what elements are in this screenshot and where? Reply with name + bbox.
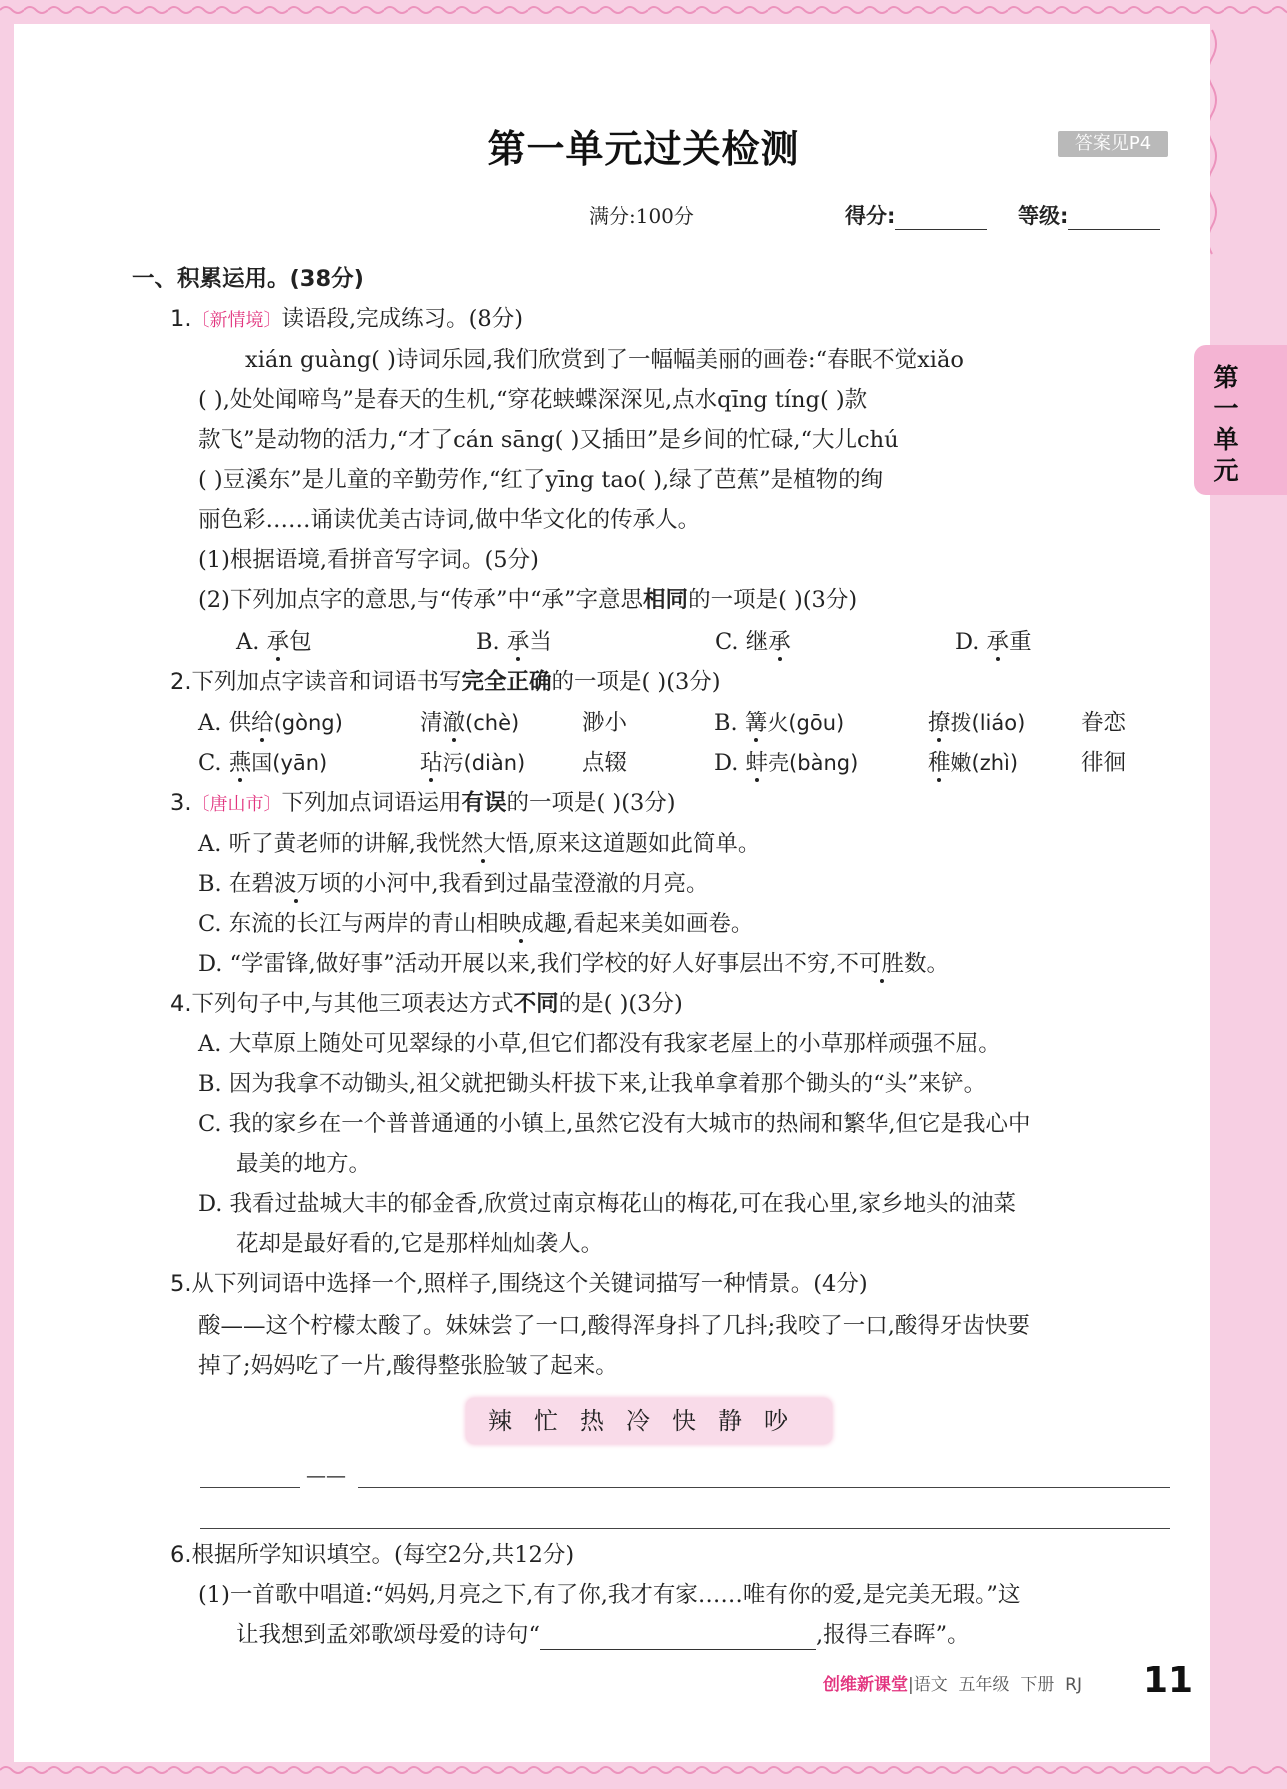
q3-option-b[interactable]: B. 在碧波万顷的小河中,我看到过晶莹澄澈的月亮。 — [198, 871, 709, 897]
grade-blank[interactable] — [1068, 205, 1160, 230]
q5-example-line: 掉了;妈妈吃了一片,酸得整张脸皱了起来。 — [198, 1353, 618, 1379]
q2-word: 渺小 — [582, 710, 628, 736]
q4-option-c-cont: 最美的地方。 — [236, 1151, 372, 1177]
section-heading: 一、积累运用。(38分) — [132, 266, 364, 292]
q6-fill-blank[interactable] — [540, 1623, 816, 1650]
q1-sub1: (1)根据语境,看拼音写字词。(5分) — [198, 547, 539, 573]
q5-dash: —— — [306, 1463, 346, 1487]
q2-word: 玷污(diàn) — [420, 750, 526, 776]
footer-info: 创维新课堂|语文 五年级 下册 RJ — [823, 1675, 1082, 1695]
footer-brand: 创维新课堂 — [823, 1675, 908, 1695]
q2-option-a[interactable]: A. 供给(gòng) — [198, 710, 343, 736]
q2-option-d[interactable]: D. 蚌壳(bàng) — [714, 750, 859, 776]
q1-passage-line: xián guàng( )诗词乐园,我们欣赏到了一幅幅美丽的画卷:“春眠不觉xiǎo — [245, 347, 964, 373]
q6-sub1-line: (1)一首歌中唱道:“妈妈,月亮之下,有了你,我才有家……唯有你的爱,是完美无瑕。”这 — [198, 1582, 1021, 1608]
q4-option-c[interactable]: C. 我的家乡在一个普普通通的小镇上,虽然它没有大城市的热闹和繁华,但它是我心中 — [198, 1111, 1031, 1137]
score-label: 得分: — [845, 204, 896, 228]
q2-word: 徘徊 — [1081, 750, 1127, 776]
q1-passage-line: ( ),处处闻啼鸟”是春天的生机,“穿花蛱蝶深深见,点水qīng tíng( )款 — [198, 387, 868, 413]
unit-side-tab-label: 第一单元 — [1213, 363, 1239, 485]
q4-stem: 4.下列句子中,与其他三项表达方式不同的是( )(3分) — [170, 991, 683, 1017]
q3-stem: 3.〔唐山市〕下列加点词语运用有误的一项是( )(3分) — [170, 790, 676, 816]
q4-option-a[interactable]: A. 大草原上随处可见翠绿的小草,但它们都没有我家老屋上的小草那样顽强不屈。 — [198, 1031, 1001, 1057]
q1-passage-line: 款飞”是动物的活力,“才了cán sāng( )又插田”是乡间的忙碌,“大儿chú — [198, 427, 899, 453]
q5-keyword-blank[interactable] — [200, 1487, 300, 1488]
score-blank[interactable] — [895, 205, 987, 230]
q1-passage-line: ( )豆溪东”是儿童的辛勤劳作,“红了yīng tao( ),绿了芭蕉”是植物的绚 — [198, 467, 884, 493]
q4-option-d[interactable]: D. 我看过盐城大丰的郁金香,欣赏过南京梅花山的梅花,可在我心里,家乡地头的油菜 — [198, 1191, 1017, 1217]
q2-word: 点辍 — [582, 750, 628, 776]
q4-option-d-cont: 花却是最好看的,它是那样灿灿袭人。 — [236, 1231, 604, 1257]
grade-field — [1018, 200, 1160, 230]
q5-stem: 5.从下列词语中选择一个,照样子,围绕这个关键词描写一种情景。(4分) — [170, 1271, 868, 1297]
full-score-label: 满分:100分 — [589, 204, 694, 228]
page-number: 11 — [1143, 1660, 1194, 1701]
q5-answer-line[interactable] — [200, 1528, 1170, 1529]
q6-stem: 6.根据所学知识填空。(每空2分,共12分) — [170, 1542, 575, 1568]
q2-word: 清澈(chè) — [420, 710, 520, 736]
score-field — [845, 200, 987, 230]
q5-word-bank: 辣忙热冷快静吵 — [466, 1398, 832, 1444]
q5-answer-line[interactable] — [358, 1487, 1170, 1488]
page-title: 第一单元过关检测 — [487, 127, 800, 171]
q6-sub1-line2: 让我想到孟郊歌颂母爱的诗句“ ,报得三春晖”。 — [236, 1622, 970, 1648]
q1-stem: 1.〔新情境〕读语段,完成练习。(8分) — [170, 306, 523, 332]
q1-option-c[interactable]: C. 继承 — [715, 629, 791, 655]
answer-reference-badge: 答案见P4 — [1058, 131, 1168, 157]
q2-word: 眷恋 — [1081, 710, 1127, 736]
q5-example-line: 酸——这个柠檬太酸了。妹妹尝了一口,酸得浑身抖了几抖;我咬了一口,酸得牙齿快要 — [198, 1313, 1030, 1339]
q1-option-a[interactable]: A. 承包 — [236, 629, 312, 655]
q2-option-c[interactable]: C. 燕国(yān) — [198, 750, 328, 776]
q1-passage-line: 丽色彩……诵读优美古诗词,做中华文化的传承人。 — [198, 507, 701, 533]
q1-option-d[interactable]: D. 承重 — [955, 629, 1032, 655]
q3-option-c[interactable]: C. 东流的长江与两岸的青山相映成趣,看起来美如画卷。 — [198, 911, 754, 937]
grade-label: 等级: — [1018, 204, 1069, 228]
q3-tag: 〔唐山市〕 — [191, 794, 282, 815]
q2-word: 撩拨(liáo) — [928, 710, 1026, 736]
q3-option-a[interactable]: A. 听了黄老师的讲解,我恍然大悟,原来这道题如此简单。 — [198, 831, 761, 857]
q1-option-b[interactable]: B. 承当 — [476, 629, 552, 655]
q2-option-b[interactable]: B. 篝火(gōu) — [714, 710, 845, 736]
q1-tag: 〔新情境〕 — [191, 310, 282, 331]
q2-stem: 2.下列加点字读音和词语书写完全正确的一项是( )(3分) — [170, 669, 721, 695]
q1-sub2: (2)下列加点字的意思,与“传承”中“承”字意思相同的一项是( )(3分) — [198, 587, 858, 613]
q2-word: 稚嫩(zhì) — [928, 750, 1019, 776]
q3-option-d[interactable]: D. “学雷锋,做好事”活动开展以来,我们学校的好人好事层出不穷,不可胜数。 — [198, 951, 950, 977]
q4-option-b[interactable]: B. 因为我拿不动锄头,祖父就把锄头杆拔下来,让我单拿着那个锄头的“头”来铲。 — [198, 1071, 987, 1097]
